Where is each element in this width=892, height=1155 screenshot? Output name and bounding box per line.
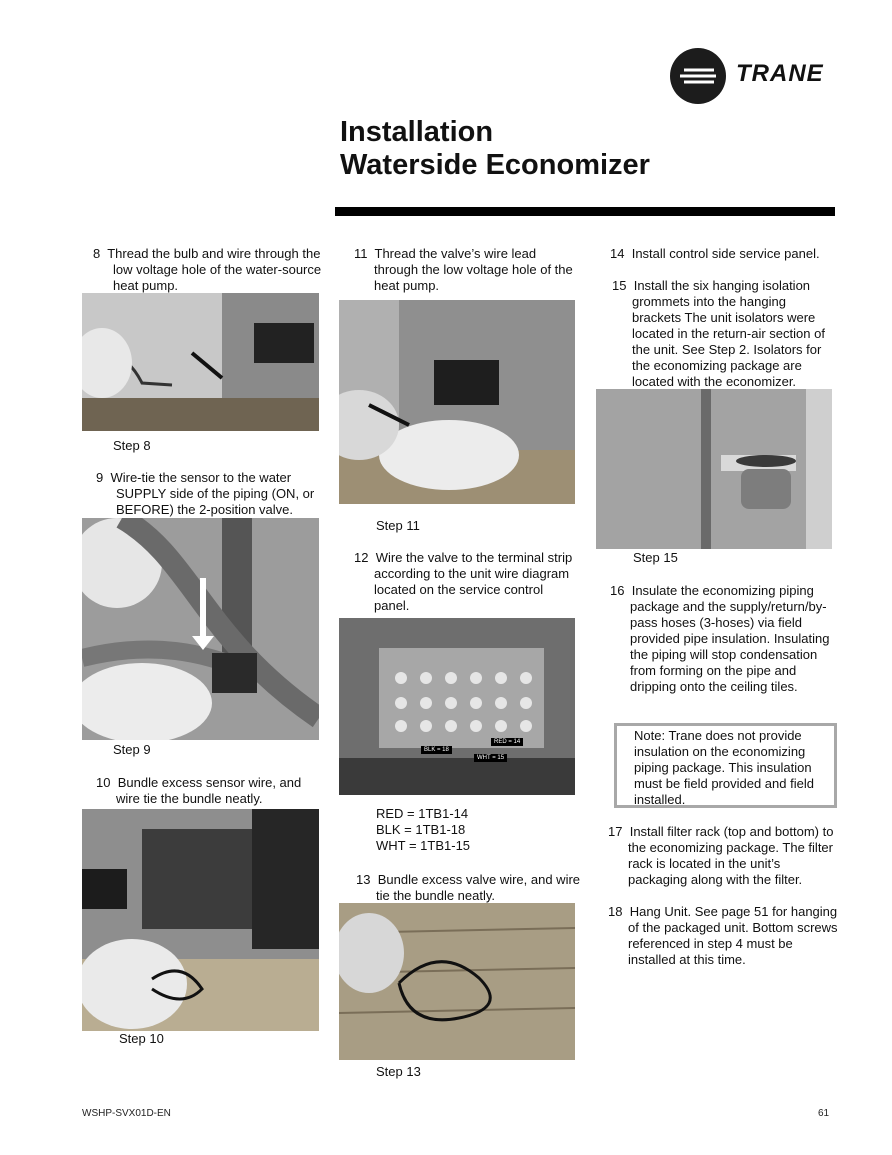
title-line-2: Waterside Economizer	[340, 149, 650, 181]
brand-wordmark: TRANE	[736, 60, 824, 87]
title-rule	[335, 207, 835, 216]
step-11	[354, 246, 579, 294]
step-number: 14	[610, 246, 625, 261]
caption-step-10: Step 10	[119, 1031, 164, 1046]
trane-logo	[670, 48, 840, 104]
step-number: 17	[608, 824, 623, 839]
step-18	[608, 904, 840, 968]
wiring-wht: WHT = 1TB1-15	[376, 838, 471, 853]
step-13-photo	[339, 903, 575, 1060]
step-text: Thread the bulb and wire through the low voltage hole of the water-source heat pump.	[107, 246, 322, 293]
note-box	[614, 723, 837, 808]
wire-tag-red: RED = 14	[491, 738, 523, 746]
step-9	[96, 470, 326, 518]
wiring-red: RED = 1TB1-14	[376, 806, 469, 821]
caption-step-13: Step 13	[376, 1064, 421, 1079]
step-number: 11	[354, 246, 368, 261]
step-number: 10	[96, 775, 111, 790]
step-10	[96, 775, 326, 807]
step-8	[93, 246, 325, 294]
trane-logo-circle-icon	[670, 48, 726, 104]
step-text: Wire the valve to the terminal strip according to the unit wire diagram located on the service control panel.	[374, 550, 573, 613]
step-text: Bundle excess sensor wire, and wire tie the bundle neatly.	[116, 775, 302, 806]
step-15	[612, 278, 838, 390]
step-number: 8	[93, 246, 101, 261]
step-text: Install the six hanging isolation grommets into the hanging brackets The unit isolators were located in the return-air section of the unit. See Step 2. Isolators for the economizing package are located with the economizer.	[632, 278, 825, 389]
step-number: 16	[610, 583, 625, 598]
step-text: Bundle excess valve wire, and wire tie the bundle neatly.	[376, 872, 581, 903]
step-number: 18	[608, 904, 623, 919]
step-11-photo	[339, 300, 575, 504]
step-10-photo	[82, 809, 319, 1031]
footer-page-number: 61	[818, 1108, 830, 1119]
caption-step-15: Step 15	[633, 550, 678, 565]
step-12	[354, 550, 579, 614]
step-15-photo	[596, 389, 832, 549]
step-text: Wire-tie the sensor to the water SUPPLY side of the piping (ON, or BEFORE) the 2-position valve.	[110, 470, 315, 517]
title-line-1: Installation	[340, 116, 494, 148]
step-number: 15	[612, 278, 627, 293]
note-text: Note: Trane does not provide insulation on the economizing piping package. This insulation must be field provided and field installed.	[634, 728, 814, 807]
wiring-legend	[376, 806, 470, 854]
step-12-photo	[339, 618, 575, 795]
step-text: Hang Unit. See page 51 for hanging of the packaged unit. Bottom screws referenced in step 4 must be installed at this time.	[628, 904, 838, 967]
footer-doc-id: WSHP-SVX01D-EN	[82, 1108, 171, 1119]
step-16	[610, 583, 840, 695]
caption-step-9: Step 9	[113, 742, 151, 757]
step-17	[608, 824, 840, 888]
wire-tag-wht: WHT = 15	[474, 754, 507, 762]
caption-step-11: Step 11	[376, 518, 420, 533]
step-8-photo	[82, 293, 319, 431]
step-number: 9	[96, 470, 104, 485]
step-9-photo	[82, 518, 319, 740]
caption-step-8: Step 8	[113, 438, 151, 453]
step-text: Thread the valve’s wire lead through the low voltage hole of the heat pump.	[374, 246, 573, 293]
step-number: 12	[354, 550, 369, 565]
step-text: Install filter rack (top and bottom) to the economizing package. The filter rack is located in the unit’s packaging along with the filter.	[628, 824, 834, 887]
wiring-blk: BLK = 1TB1-18	[376, 822, 466, 837]
step-13	[356, 872, 581, 904]
step-text: Install control side service panel.	[631, 246, 820, 261]
wire-tag-blk: BLK = 18	[421, 746, 452, 754]
page-title	[340, 116, 650, 182]
step-text: Insulate the economizing piping package and the supply/return/by-pass hoses (3-hoses) via field provided pipe insulation. Insulating the piping will stop condensation from forming on the pipe and dripping onto the ceiling tiles.	[630, 583, 830, 694]
step-number: 13	[356, 872, 371, 887]
step-14	[610, 246, 840, 262]
